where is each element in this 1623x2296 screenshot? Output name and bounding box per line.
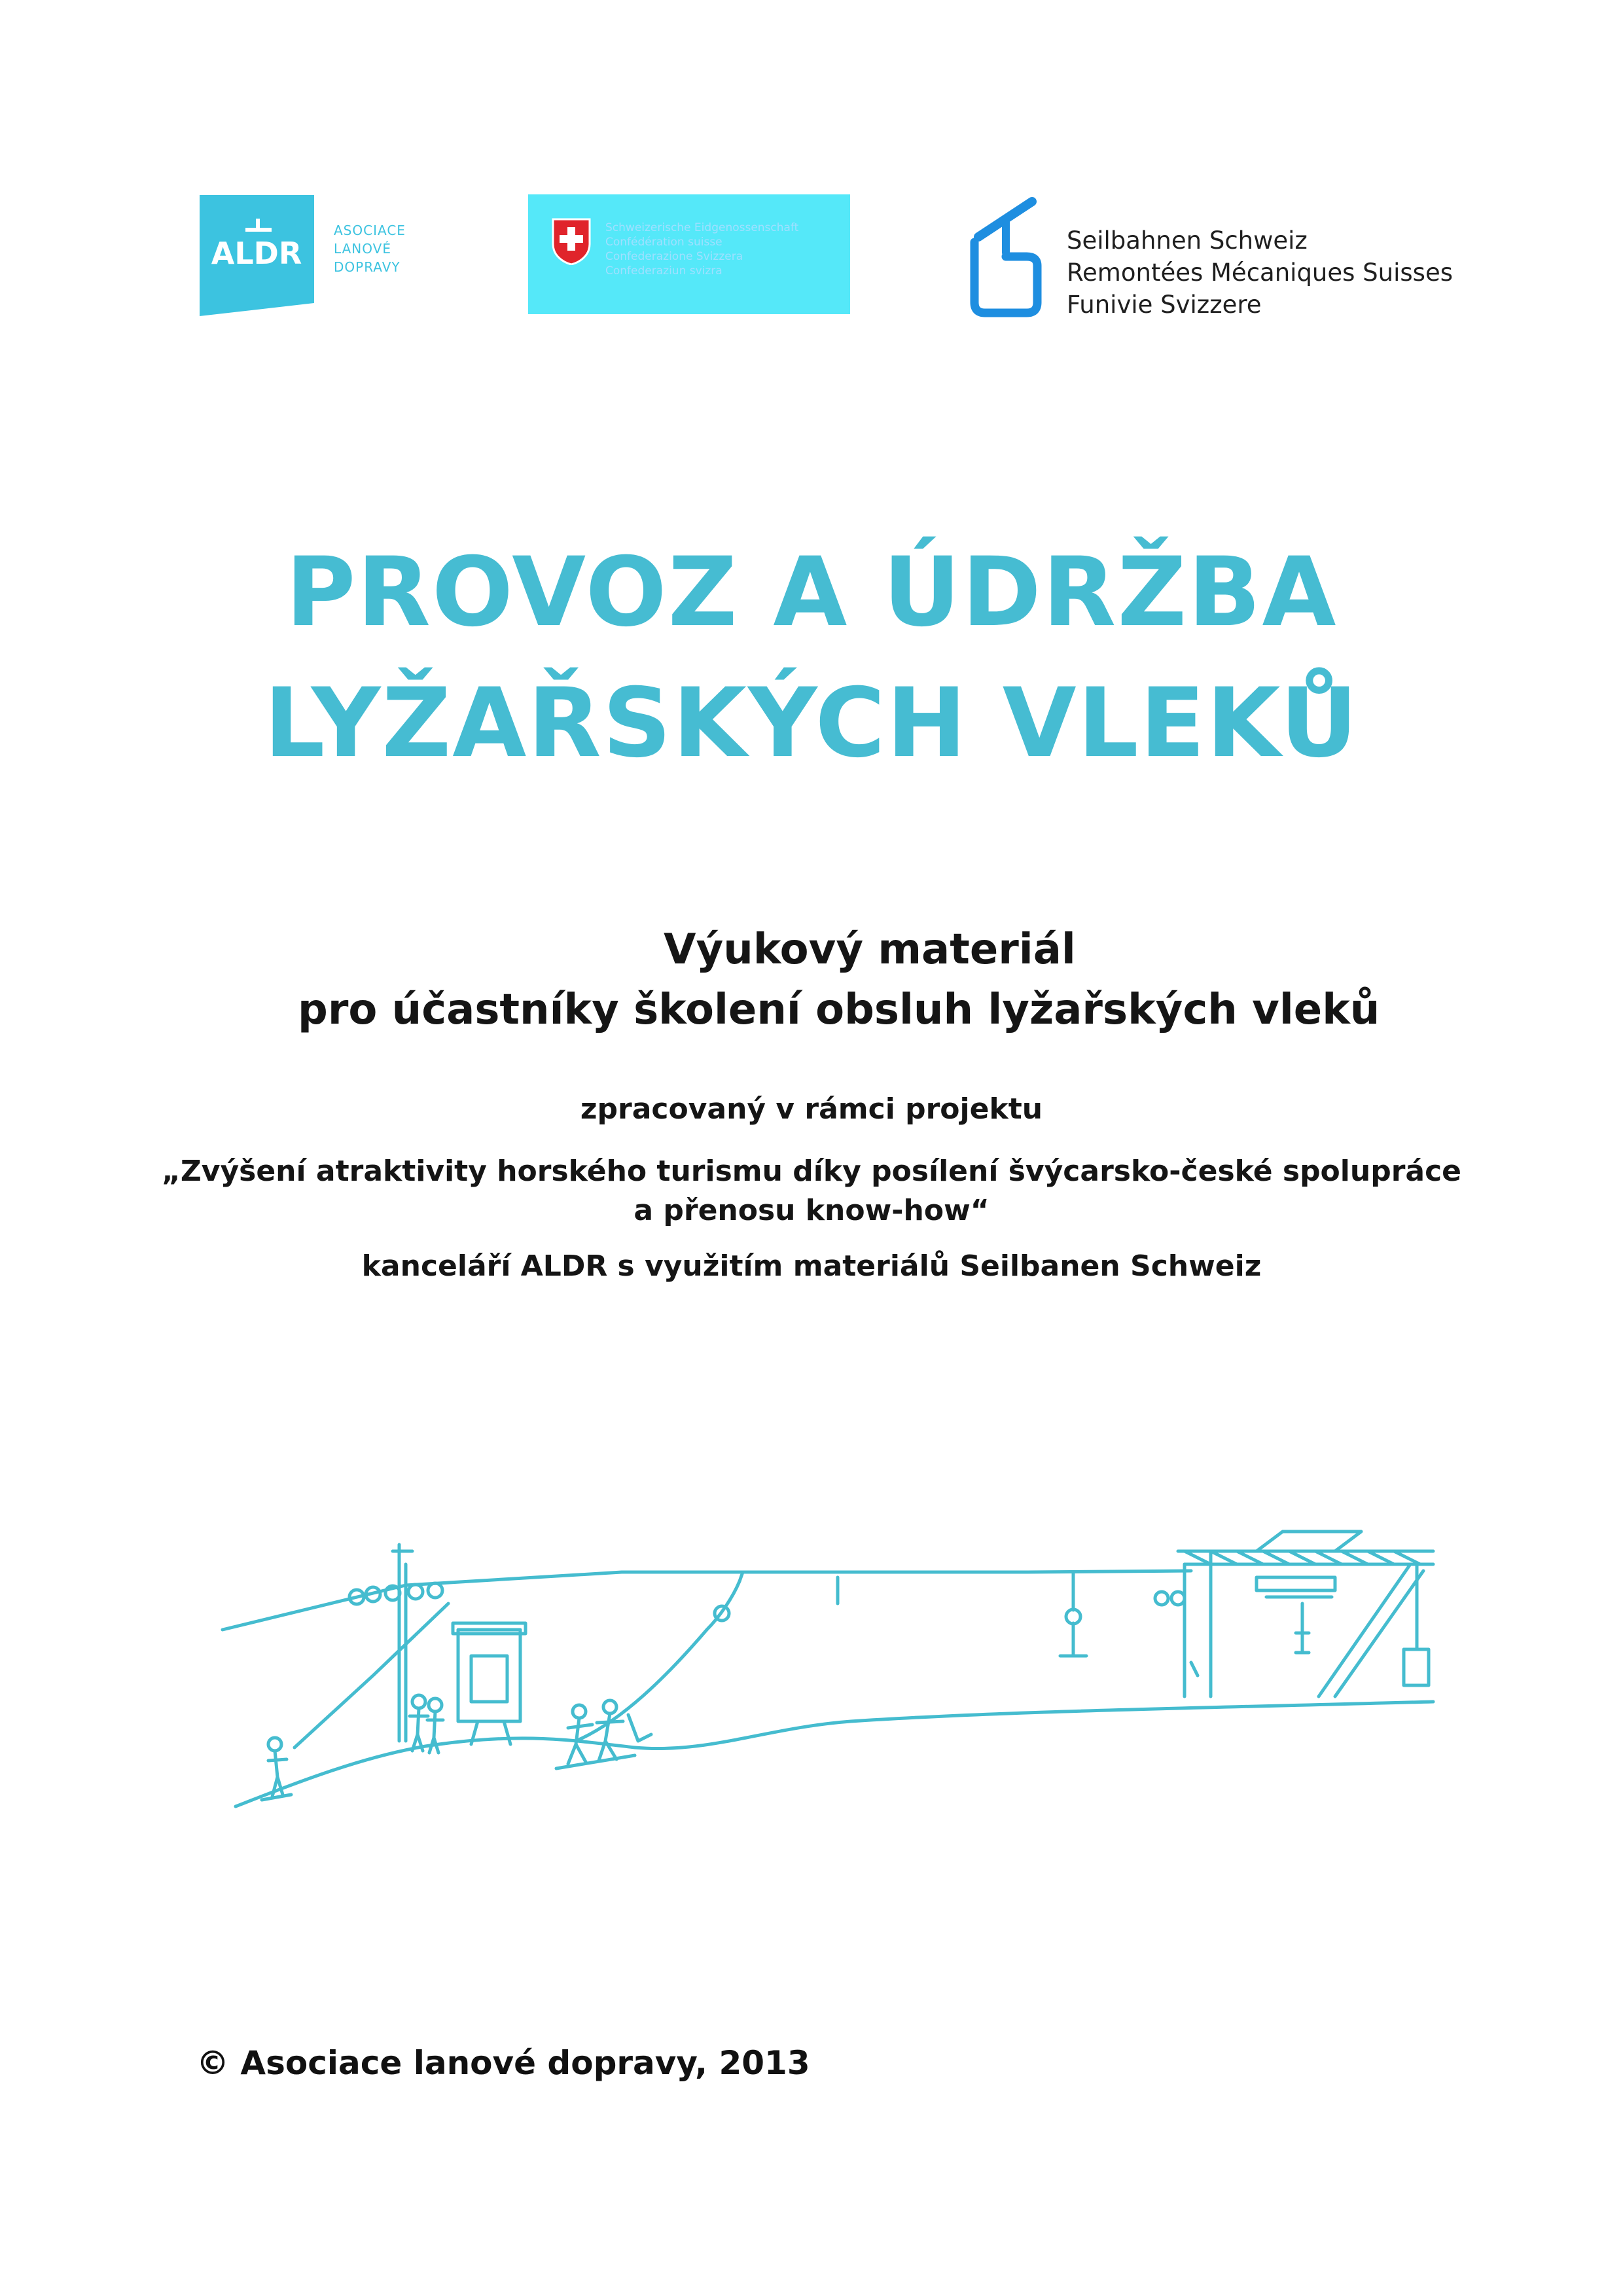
copyright-notice: © Asociace lanové dopravy, 2013 [196,2044,810,2082]
swiss-name-line: Confederazione Svizzera [605,250,743,263]
seilbahnen-name-line: Funivie Svizzere [1067,291,1262,319]
project-name-line-1: „Zvýšení atraktivity horského turismu díky posílení švýcarsko-české spolupráce [161,1155,1462,1188]
ski-lift-illustration [209,1525,1440,1833]
project-intro: zpracovaný v rámci projektu [580,1092,1043,1126]
aldr-name-line: DOPRAVY [334,259,401,275]
project-name-line-2: a přenosu know-how“ [633,1194,990,1227]
swiss-confederation-logo [528,194,850,314]
project-author: kanceláří ALDR s využitím materiálů Seilbanen Schweiz [361,1249,1262,1283]
seilbahnen-name [1067,224,1453,321]
subtitle-line-2: pro účastníky školení obsluh lyžařských vleků [298,986,1380,1034]
swiss-cross-icon [550,218,592,265]
page-title [0,527,1623,789]
aldr-logo-mark: ALDR [211,236,302,271]
gondola-icon [959,196,1044,317]
title-line-1: PROVOZ A ÚDRŽBA [285,537,1338,648]
project-name [0,1152,1623,1230]
aldr-name-line: LANOVÉ [334,241,391,257]
aldr-name-line: ASOCIACE [334,223,406,238]
aldr-name [334,221,406,276]
seilbahnen-name-line: Seilbahnen Schweiz [1067,226,1308,255]
subtitle-line-1: Výukový materiál [664,925,1076,974]
swiss-confederation-names [605,221,798,278]
swiss-name-line: Confédération suisse [605,236,722,249]
swiss-name-line: Schweizerische Eidgenossenschaft [605,221,799,234]
title-line-2: LYŽAŘSKÝCH VLEKŮ [264,668,1359,779]
seilbahnen-name-line: Remontées Mécaniques Suisses [1067,259,1453,287]
aldr-logo-icon [200,195,314,316]
swiss-name-line: Confederaziun svizra [605,264,722,278]
